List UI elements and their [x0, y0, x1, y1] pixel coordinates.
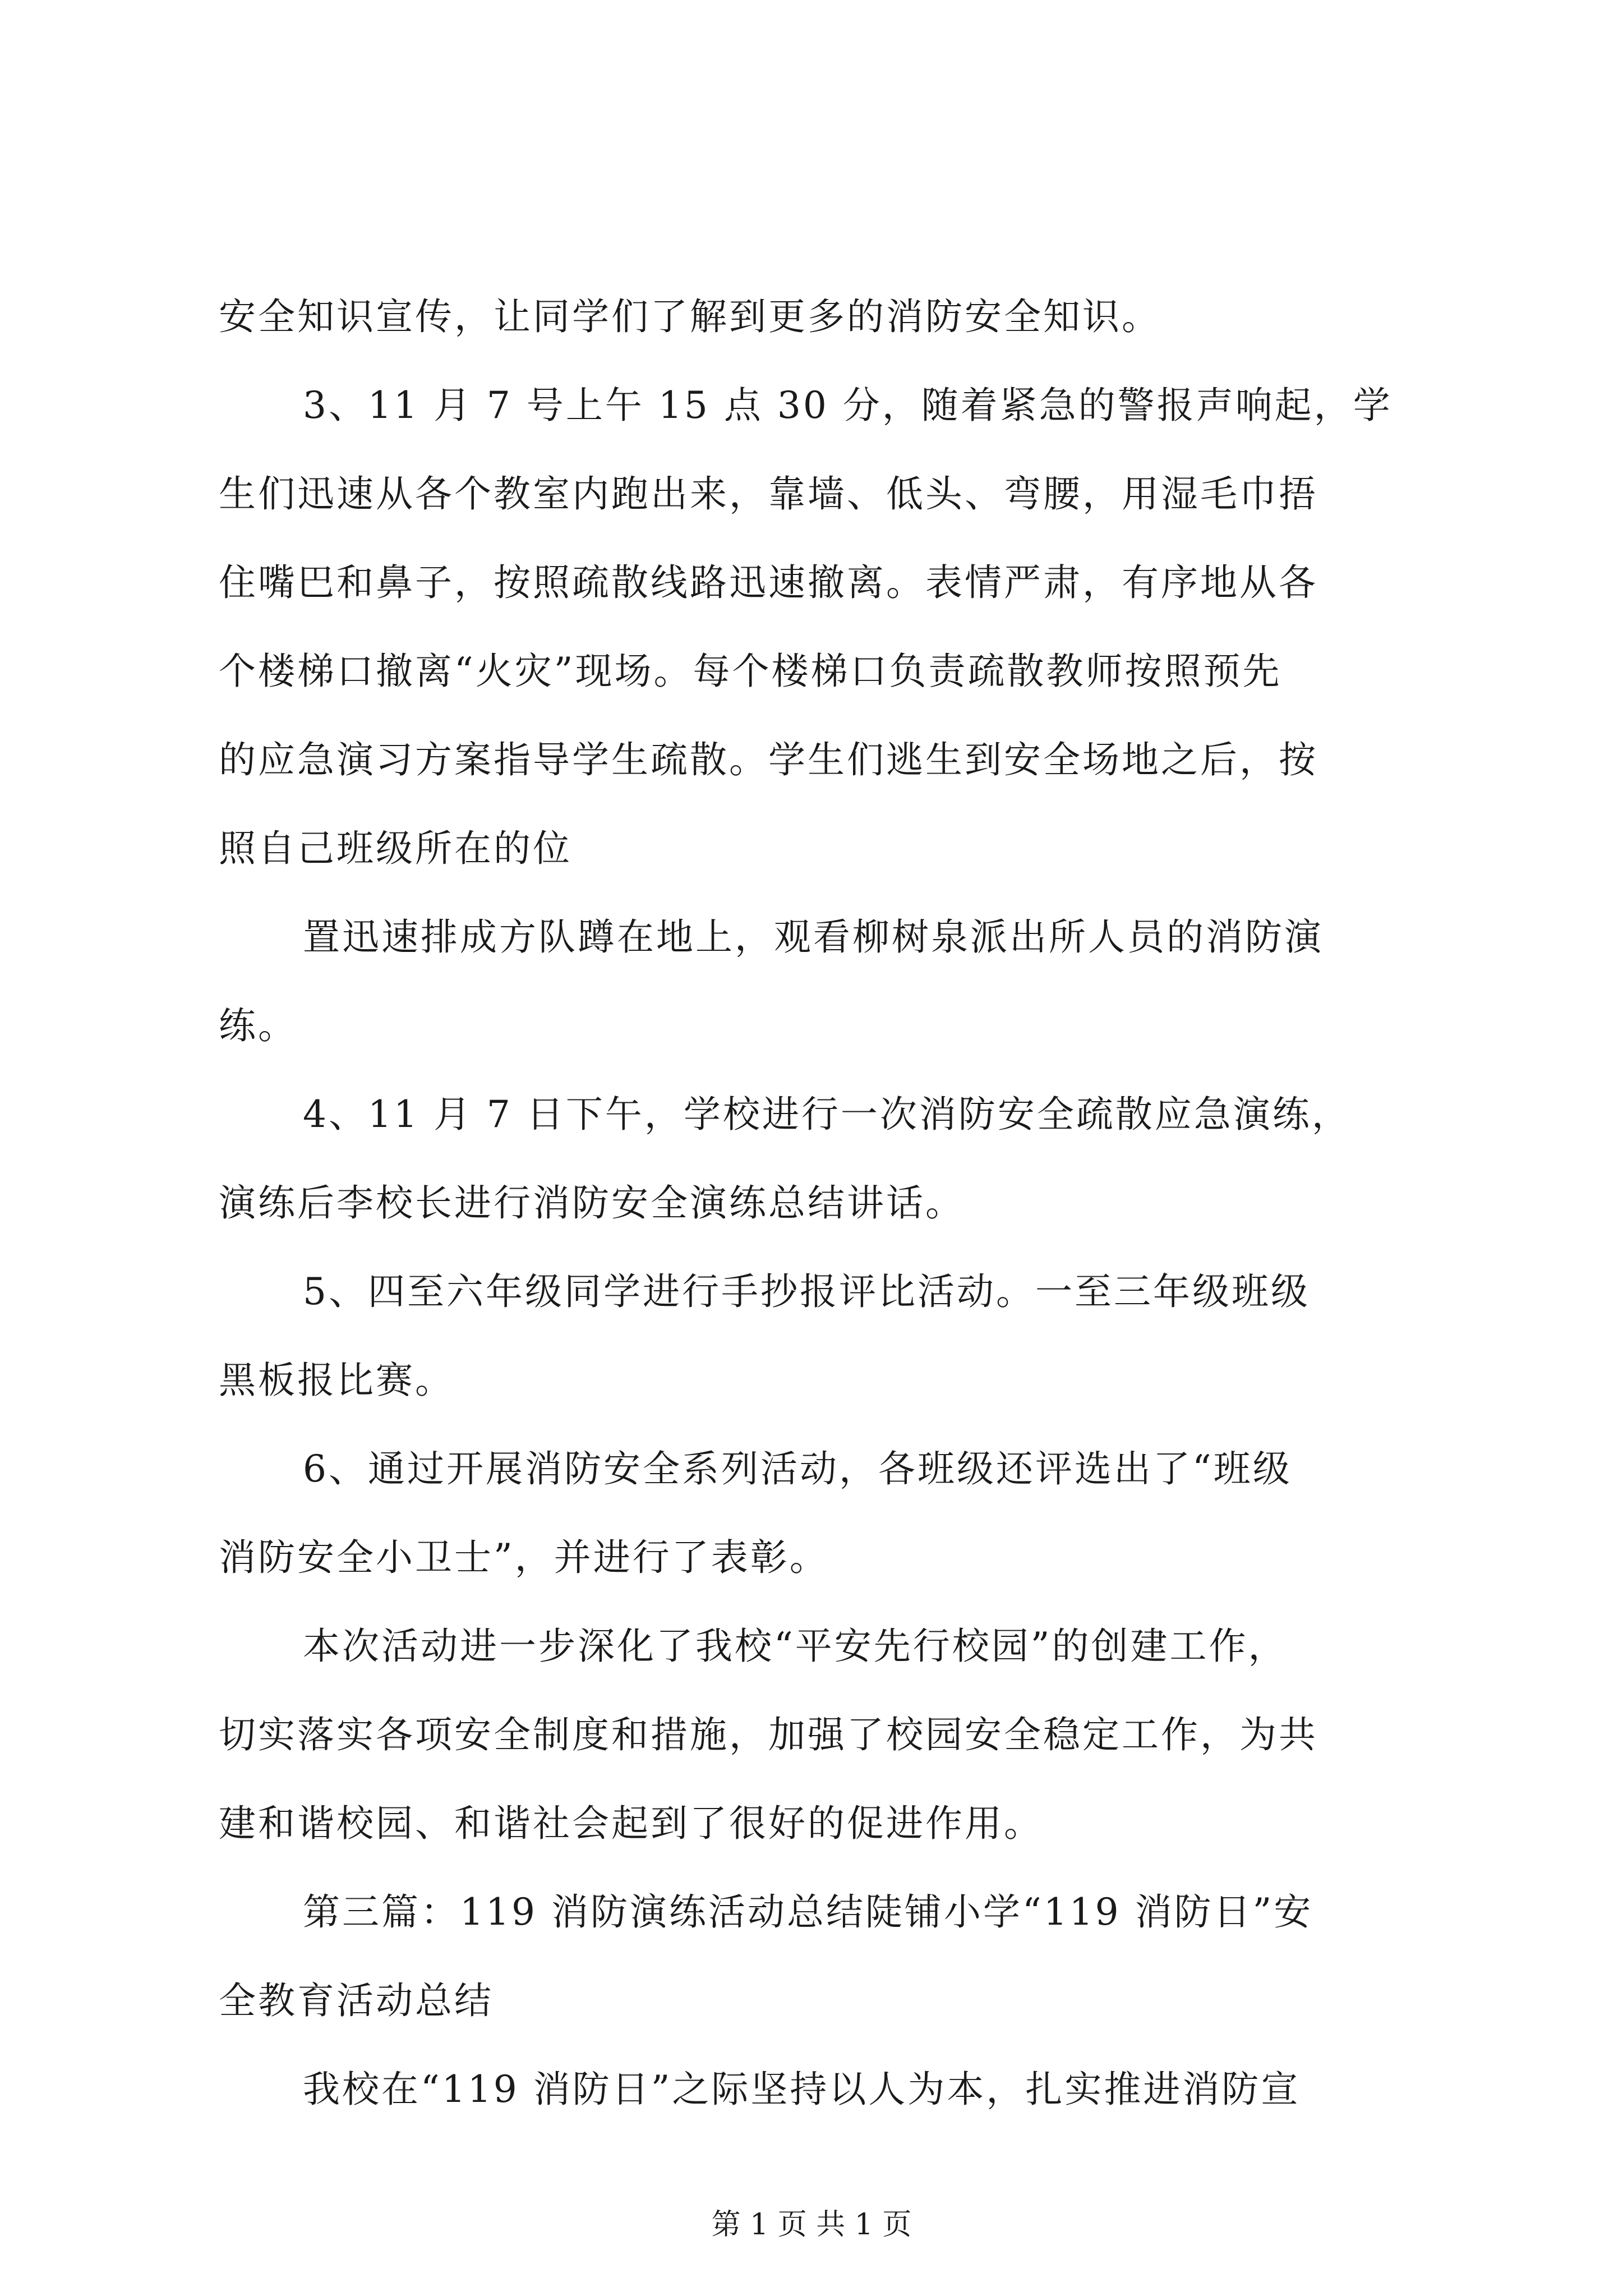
text-line: 切实落实各项安全制度和措施，加强了校园安全稳定工作，为共: [219, 1713, 1318, 1756]
text-line: 安全知识宣传，让同学们了解到更多的消防安全知识。: [219, 295, 1161, 338]
text-line: 置迅速排成方队蹲在地上，观看柳树泉派出所人员的消防演: [303, 915, 1324, 959]
text-line: 黑板报比赛。: [219, 1359, 454, 1402]
text-line: 5、四至六年级同学进行手抄报评比活动。一至三年级班级: [303, 1270, 1310, 1313]
text-line: 生们迅速从各个教室内跑出来，靠墙、低头、弯腰，用湿毛巾捂: [219, 472, 1318, 516]
text-line: 住嘴巴和鼻子，按照疏散线路迅速撤离。表情严肃，有序地从各: [219, 561, 1318, 604]
text-line: 4、11 月 7 日下午，学校进行一次消防安全疏散应急演练，: [303, 1093, 1351, 1136]
text-line: 个楼梯口撤离“火灾”现场。每个楼梯口负责疏散教师按照预先: [219, 650, 1282, 693]
text-line: 全教育活动总结: [219, 1979, 494, 2022]
text-line: 第三篇：119 消防演练活动总结陡铺小学“119 消防日”安: [303, 1890, 1313, 1934]
text-line: 3、11 月 7 号上午 15 点 30 分，随着紧急的警报声响起，学: [303, 384, 1393, 427]
text-line: 练。: [219, 1004, 297, 1047]
page-footer: 第 1 页 共 1 页: [711, 2208, 912, 2242]
text-line: 的应急演习方案指导学生疏散。学生们逃生到安全场地之后，按: [219, 738, 1318, 781]
text-line: 本次活动进一步深化了我校“平安先行校园”的创建工作，: [303, 1625, 1288, 1668]
text-line: 消防安全小卫士”，并进行了表彰。: [219, 1536, 829, 1579]
text-line: 建和谐校园、和谐社会起到了很好的促进作用。: [219, 1802, 1043, 1845]
text-line: 演练后李校长进行消防安全演练总结讲话。: [219, 1181, 965, 1225]
text-line: 照自己班级所在的位: [219, 827, 572, 870]
text-line: 6、通过开展消防安全系列活动，各班级还评选出了“班级: [303, 1447, 1292, 1490]
text-line: 我校在“119 消防日”之际坚持以人为本，扎实推进消防宣: [303, 2068, 1301, 2111]
